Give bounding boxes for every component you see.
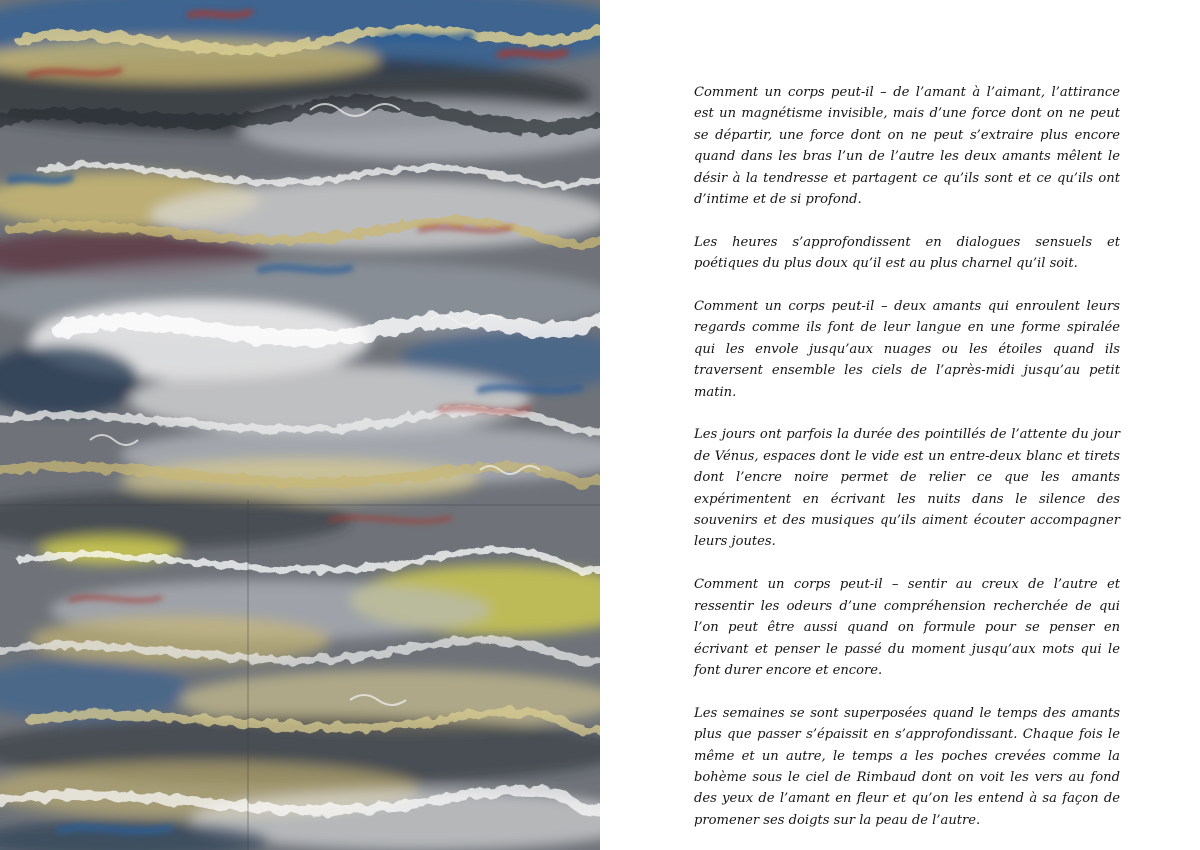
poem-text	[694, 82, 1120, 831]
paragraph-3: Comment un corps peut-il – deux amants qui enroulent leurs regards comme ils font de leur langue en une forme spiralée qui les envole jusqu’aux nuages ou les étoiles quand ils traversent ensemble les ciels de l’après-midi jusqu’au petit matin.	[694, 299, 1120, 400]
paragraph-4: Les jours ont parfois la durée des pointillés de l’attente du jour de Vénus, espaces dont le vide est un entre-deux blanc et tirets dont l’encre noire permet de relier ce que les amants expérimentent en écrivant les nuits dans le silence des souvenirs et des musiques qu’ils aiment écouter accompagner leurs joutes.	[694, 427, 1120, 550]
paragraph-5: Comment un corps peut-il – sentir au creux de l’autre et ressentir les odeurs d’une compréhension recherchée de qui l’on peut être aussi quand on formule pour se penser en écrivant et penser le passé du moment jusqu’aux mots qui le font durer encore et encore.	[694, 577, 1120, 678]
text-page	[600, 0, 1200, 850]
paragraph-2: Les heures s’approfondissent en dialogues sensuels et poétiques du plus doux qu’il est au plus charnel qu’il soit.	[694, 234, 1120, 272]
paragraph-1: Comment un corps peut-il – de l’amant à l’aimant, l’attirance est un magnétisme invisible, mais d’une force dont on ne peut se départir, une force dont on ne peut s’extraire plus encore quand dans les bras l’un de l’autre les deux amants mêlent le désir à la tendresse et partagent ce qu’ils sont et ce qu’ils ont d’intime et de si profond.	[694, 85, 1120, 208]
paragraph-6: Les semaines se sont superposées quand le temps des amants plus que passer s’épaissit en s’approfondissant. Chaque fois le même et un autre, le temps a les poches crevées comme la bohème sous le ciel de Rimbaud dont on voit les vers au fond des yeux de l’amant en fleur et qu’on les entend à sa façon de promener ses doigts sur la peau de l’autre.	[694, 705, 1120, 828]
